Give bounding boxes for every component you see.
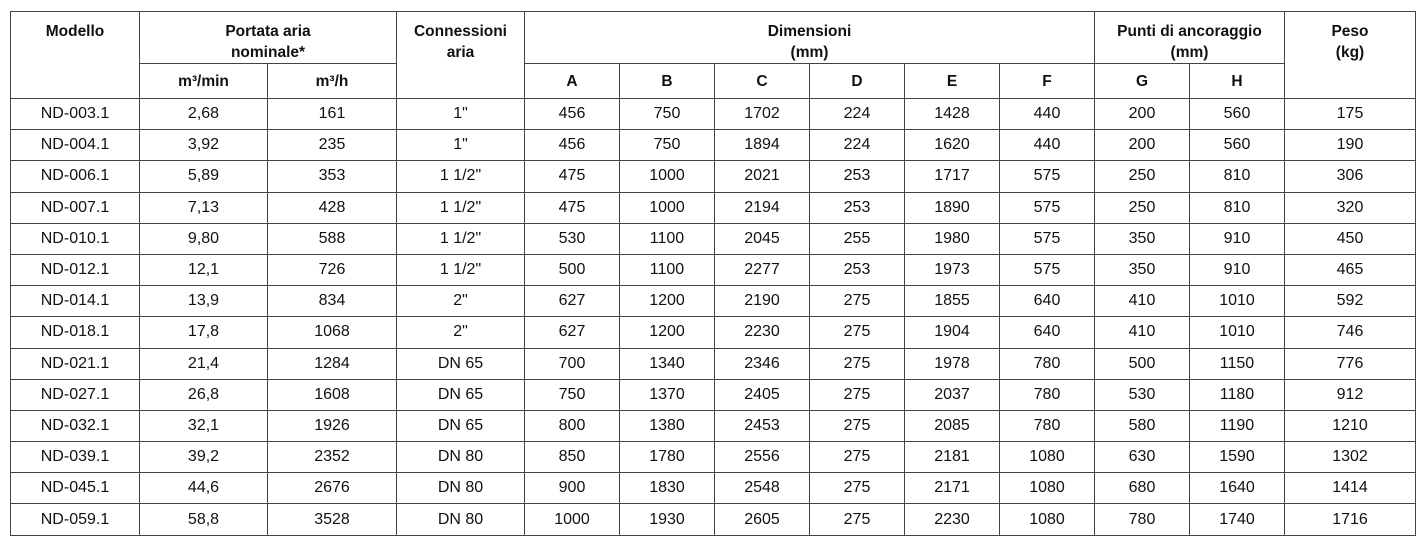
cell-dim-d: 275: [810, 442, 905, 473]
cell-dim-b: 1830: [620, 473, 715, 504]
cell-anc-h: 1010: [1190, 317, 1285, 348]
cell-dim-c: 2605: [715, 504, 810, 535]
cell-peso: 1302: [1285, 442, 1416, 473]
cell-dim-d: 253: [810, 161, 905, 192]
cell-modello: ND-004.1: [11, 130, 140, 161]
table-row: [11, 410, 1416, 441]
cell-dim-e: 1978: [905, 348, 1000, 379]
cell-modello: ND-012.1: [11, 254, 140, 285]
cell-portata-m3h: 1068: [268, 317, 397, 348]
cell-anc-g: 580: [1095, 410, 1190, 441]
cell-peso: 746: [1285, 317, 1416, 348]
cell-dim-e: 2230: [905, 504, 1000, 535]
cell-dim-f: 1080: [1000, 442, 1095, 473]
cell-dim-b: 1370: [620, 379, 715, 410]
header-connessioni: Connessioni aria: [397, 12, 525, 99]
cell-dim-d: 275: [810, 286, 905, 317]
cell-connessioni: DN 80: [397, 473, 525, 504]
cell-modello: ND-039.1: [11, 442, 140, 473]
cell-modello: ND-003.1: [11, 99, 140, 130]
cell-anc-h: 1180: [1190, 379, 1285, 410]
cell-anc-g: 780: [1095, 504, 1190, 535]
subheader-g: G: [1095, 64, 1190, 99]
cell-peso: 1210: [1285, 410, 1416, 441]
cell-dim-b: 1780: [620, 442, 715, 473]
cell-dim-d: 224: [810, 99, 905, 130]
cell-portata-m3h: 726: [268, 254, 397, 285]
cell-anc-h: 810: [1190, 161, 1285, 192]
cell-anc-g: 350: [1095, 223, 1190, 254]
cell-dim-c: 1702: [715, 99, 810, 130]
cell-dim-c: 2556: [715, 442, 810, 473]
cell-portata-m3h: 1926: [268, 410, 397, 441]
cell-dim-f: 780: [1000, 348, 1095, 379]
cell-modello: ND-021.1: [11, 348, 140, 379]
cell-portata-m3h: 353: [268, 161, 397, 192]
cell-dim-e: 1717: [905, 161, 1000, 192]
cell-modello: ND-032.1: [11, 410, 140, 441]
cell-anc-h: 1190: [1190, 410, 1285, 441]
cell-portata-m3min: 13,9: [140, 286, 268, 317]
table-row: [11, 161, 1416, 192]
cell-portata-m3h: 588: [268, 223, 397, 254]
cell-dim-a: 850: [525, 442, 620, 473]
cell-dim-f: 575: [1000, 223, 1095, 254]
cell-dim-b: 1200: [620, 286, 715, 317]
cell-anc-g: 630: [1095, 442, 1190, 473]
cell-dim-b: 1000: [620, 161, 715, 192]
table-row: [11, 473, 1416, 504]
cell-dim-a: 700: [525, 348, 620, 379]
cell-anc-h: 910: [1190, 223, 1285, 254]
cell-anc-g: 410: [1095, 317, 1190, 348]
cell-portata-m3min: 2,68: [140, 99, 268, 130]
header-peso: Peso (kg): [1285, 12, 1416, 99]
cell-anc-g: 350: [1095, 254, 1190, 285]
cell-dim-f: 440: [1000, 99, 1095, 130]
cell-portata-m3h: 1284: [268, 348, 397, 379]
spec-table: [10, 11, 1416, 536]
cell-dim-a: 475: [525, 192, 620, 223]
subheader-a: A: [525, 64, 620, 99]
cell-peso: 465: [1285, 254, 1416, 285]
cell-peso: 1414: [1285, 473, 1416, 504]
cell-connessioni: DN 65: [397, 348, 525, 379]
table-row: [11, 442, 1416, 473]
cell-dim-f: 640: [1000, 317, 1095, 348]
cell-dim-d: 275: [810, 379, 905, 410]
cell-dim-f: 780: [1000, 379, 1095, 410]
cell-peso: 320: [1285, 192, 1416, 223]
cell-dim-a: 627: [525, 317, 620, 348]
subheader-b: B: [620, 64, 715, 99]
cell-portata-m3h: 2352: [268, 442, 397, 473]
cell-dim-e: 2171: [905, 473, 1000, 504]
cell-dim-b: 1380: [620, 410, 715, 441]
subheader-e: E: [905, 64, 1000, 99]
cell-portata-m3min: 32,1: [140, 410, 268, 441]
cell-portata-m3min: 7,13: [140, 192, 268, 223]
cell-connessioni: DN 80: [397, 504, 525, 535]
cell-modello: ND-027.1: [11, 379, 140, 410]
cell-anc-g: 200: [1095, 130, 1190, 161]
cell-dim-c: 2045: [715, 223, 810, 254]
cell-connessioni: 2": [397, 286, 525, 317]
header-dimensioni: Dimensioni (mm): [525, 12, 1095, 64]
cell-connessioni: 1 1/2": [397, 223, 525, 254]
cell-dim-d: 275: [810, 504, 905, 535]
cell-modello: ND-006.1: [11, 161, 140, 192]
subheader-row: [11, 64, 1416, 99]
cell-dim-e: 1620: [905, 130, 1000, 161]
table-row: [11, 348, 1416, 379]
cell-anc-g: 250: [1095, 161, 1190, 192]
cell-anc-g: 410: [1095, 286, 1190, 317]
cell-dim-a: 456: [525, 99, 620, 130]
cell-dim-e: 1973: [905, 254, 1000, 285]
cell-dim-d: 253: [810, 192, 905, 223]
cell-portata-m3min: 21,4: [140, 348, 268, 379]
header-portata: Portata aria nominale*: [140, 12, 397, 64]
cell-connessioni: DN 65: [397, 379, 525, 410]
subheader-m3min: m³/min: [140, 64, 268, 99]
cell-portata-m3min: 17,8: [140, 317, 268, 348]
table-row: [11, 504, 1416, 535]
cell-dim-e: 2037: [905, 379, 1000, 410]
cell-portata-m3min: 39,2: [140, 442, 268, 473]
cell-peso: 450: [1285, 223, 1416, 254]
cell-dim-f: 575: [1000, 161, 1095, 192]
cell-dim-c: 2021: [715, 161, 810, 192]
cell-portata-m3min: 9,80: [140, 223, 268, 254]
cell-dim-f: 640: [1000, 286, 1095, 317]
cell-dim-f: 1080: [1000, 504, 1095, 535]
cell-dim-e: 1428: [905, 99, 1000, 130]
cell-portata-m3min: 44,6: [140, 473, 268, 504]
cell-dim-b: 1930: [620, 504, 715, 535]
cell-anc-g: 200: [1095, 99, 1190, 130]
cell-anc-h: 810: [1190, 192, 1285, 223]
cell-dim-a: 500: [525, 254, 620, 285]
cell-dim-a: 475: [525, 161, 620, 192]
cell-dim-a: 1000: [525, 504, 620, 535]
cell-dim-e: 2181: [905, 442, 1000, 473]
table-row: [11, 130, 1416, 161]
cell-connessioni: 1 1/2": [397, 192, 525, 223]
cell-dim-f: 1080: [1000, 473, 1095, 504]
cell-dim-b: 1000: [620, 192, 715, 223]
cell-modello: ND-059.1: [11, 504, 140, 535]
cell-dim-e: 1980: [905, 223, 1000, 254]
table-row: [11, 254, 1416, 285]
cell-dim-e: 2085: [905, 410, 1000, 441]
cell-peso: 1716: [1285, 504, 1416, 535]
cell-dim-c: 2405: [715, 379, 810, 410]
cell-portata-m3h: 2676: [268, 473, 397, 504]
cell-connessioni: DN 65: [397, 410, 525, 441]
cell-portata-m3h: 428: [268, 192, 397, 223]
cell-dim-e: 1890: [905, 192, 1000, 223]
cell-dim-c: 2346: [715, 348, 810, 379]
table-row: [11, 379, 1416, 410]
subheader-d: D: [810, 64, 905, 99]
cell-dim-d: 255: [810, 223, 905, 254]
table-row: [11, 317, 1416, 348]
cell-anc-g: 500: [1095, 348, 1190, 379]
cell-portata-m3min: 5,89: [140, 161, 268, 192]
cell-dim-c: 2548: [715, 473, 810, 504]
cell-dim-f: 575: [1000, 254, 1095, 285]
cell-anc-h: 560: [1190, 99, 1285, 130]
cell-connessioni: 1 1/2": [397, 254, 525, 285]
cell-modello: ND-045.1: [11, 473, 140, 504]
cell-portata-m3min: 58,8: [140, 504, 268, 535]
cell-dim-c: 2230: [715, 317, 810, 348]
subheader-m3h: m³/h: [268, 64, 397, 99]
cell-anc-g: 530: [1095, 379, 1190, 410]
cell-anc-h: 1150: [1190, 348, 1285, 379]
cell-peso: 912: [1285, 379, 1416, 410]
cell-anc-g: 680: [1095, 473, 1190, 504]
cell-dim-c: 2190: [715, 286, 810, 317]
cell-portata-m3min: 12,1: [140, 254, 268, 285]
cell-dim-e: 1855: [905, 286, 1000, 317]
cell-portata-m3min: 26,8: [140, 379, 268, 410]
cell-portata-m3h: 235: [268, 130, 397, 161]
table-row: [11, 223, 1416, 254]
table-row: [11, 192, 1416, 223]
cell-dim-a: 900: [525, 473, 620, 504]
cell-connessioni: 1": [397, 130, 525, 161]
cell-dim-c: 2277: [715, 254, 810, 285]
cell-modello: ND-018.1: [11, 317, 140, 348]
cell-dim-b: 1340: [620, 348, 715, 379]
subheader-c: C: [715, 64, 810, 99]
cell-dim-a: 750: [525, 379, 620, 410]
cell-peso: 592: [1285, 286, 1416, 317]
cell-anc-h: 560: [1190, 130, 1285, 161]
cell-portata-m3h: 161: [268, 99, 397, 130]
cell-modello: ND-010.1: [11, 223, 140, 254]
cell-dim-b: 1100: [620, 223, 715, 254]
table-row: [11, 286, 1416, 317]
cell-portata-m3h: 834: [268, 286, 397, 317]
cell-portata-m3h: 3528: [268, 504, 397, 535]
cell-modello: ND-014.1: [11, 286, 140, 317]
cell-dim-b: 1100: [620, 254, 715, 285]
cell-anc-h: 910: [1190, 254, 1285, 285]
cell-peso: 175: [1285, 99, 1416, 130]
table-body: [11, 99, 1416, 536]
cell-peso: 776: [1285, 348, 1416, 379]
cell-dim-f: 575: [1000, 192, 1095, 223]
subheader-f: F: [1000, 64, 1095, 99]
subheader-h: H: [1190, 64, 1285, 99]
cell-portata-m3h: 1608: [268, 379, 397, 410]
cell-dim-d: 275: [810, 348, 905, 379]
cell-peso: 306: [1285, 161, 1416, 192]
cell-dim-b: 1200: [620, 317, 715, 348]
cell-dim-d: 224: [810, 130, 905, 161]
cell-portata-m3min: 3,92: [140, 130, 268, 161]
cell-dim-f: 780: [1000, 410, 1095, 441]
cell-dim-b: 750: [620, 130, 715, 161]
cell-anc-g: 250: [1095, 192, 1190, 223]
spec-table-container: [10, 11, 1416, 536]
cell-dim-b: 750: [620, 99, 715, 130]
cell-connessioni: DN 80: [397, 442, 525, 473]
cell-dim-d: 275: [810, 410, 905, 441]
cell-dim-c: 2453: [715, 410, 810, 441]
cell-connessioni: 2": [397, 317, 525, 348]
cell-dim-f: 440: [1000, 130, 1095, 161]
cell-dim-d: 275: [810, 317, 905, 348]
cell-dim-a: 800: [525, 410, 620, 441]
cell-anc-h: 1590: [1190, 442, 1285, 473]
table-row: [11, 99, 1416, 130]
cell-dim-a: 530: [525, 223, 620, 254]
cell-dim-c: 1894: [715, 130, 810, 161]
cell-anc-h: 1640: [1190, 473, 1285, 504]
cell-anc-h: 1740: [1190, 504, 1285, 535]
cell-connessioni: 1 1/2": [397, 161, 525, 192]
header-row: [11, 12, 1416, 64]
cell-connessioni: 1": [397, 99, 525, 130]
cell-dim-a: 627: [525, 286, 620, 317]
cell-dim-e: 1904: [905, 317, 1000, 348]
cell-dim-a: 456: [525, 130, 620, 161]
cell-modello: ND-007.1: [11, 192, 140, 223]
header-modello: Modello: [11, 12, 140, 99]
cell-dim-d: 253: [810, 254, 905, 285]
cell-peso: 190: [1285, 130, 1416, 161]
cell-dim-c: 2194: [715, 192, 810, 223]
cell-anc-h: 1010: [1190, 286, 1285, 317]
cell-dim-d: 275: [810, 473, 905, 504]
header-punti: Punti di ancoraggio (mm): [1095, 12, 1285, 64]
